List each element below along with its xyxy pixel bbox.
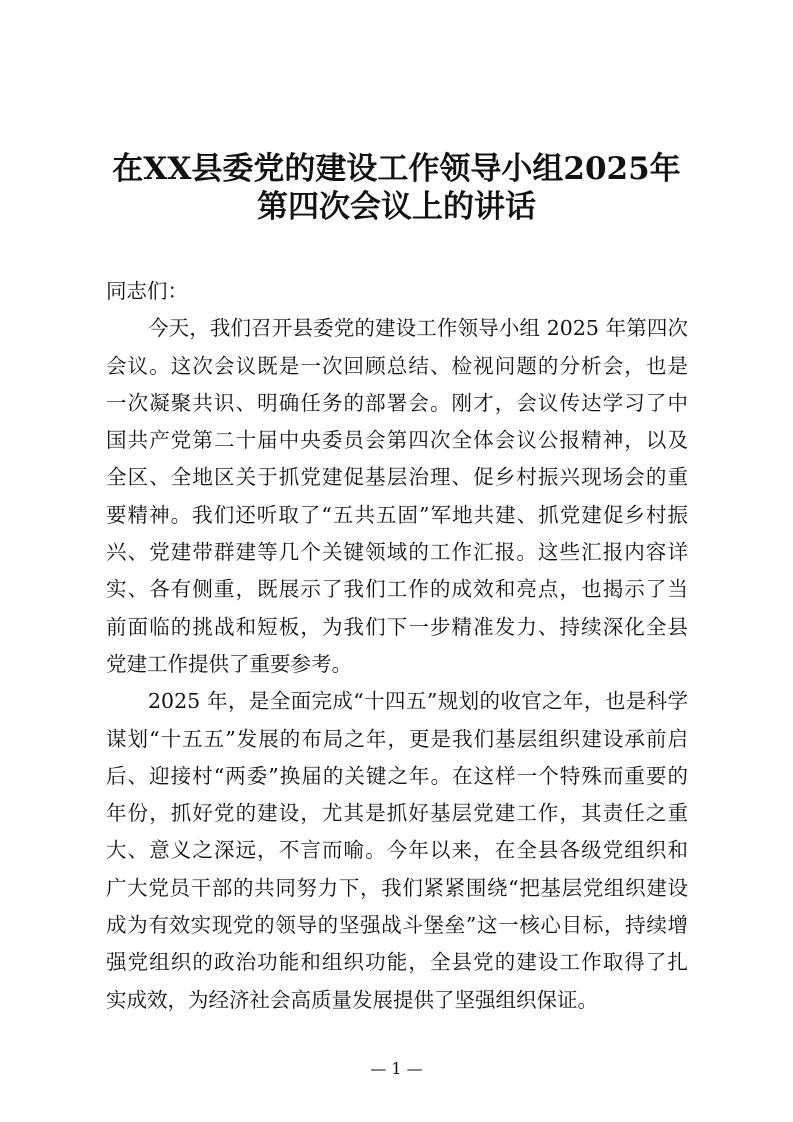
- paragraph-2-line: 强党组织的政治功能和组织功能，全县党的建设工作取得了扎: [106, 950, 688, 975]
- paragraph-2-line: 2025 年，是全面完成“十四五”规划的收官之年，也是科学: [148, 689, 688, 714]
- paragraph-2-line: 谋划“十五五”发展的布局之年，更是我们基层组织建设承前启: [106, 726, 688, 751]
- paragraph-2-line: 实成效，为经济社会高质量发展提供了坚强组织保证。: [106, 987, 598, 1012]
- paragraph-2-line: 大、意义之深远，不言而喻。今年以来，在全县各级党组织和: [106, 838, 688, 863]
- paragraph-2-line: 后、迎接村“两委”换届的关键之年。在这样一个特殊而重要的: [106, 763, 688, 788]
- paragraph-1-line: 全区、全地区关于抓党建促基层治理、促乡村振兴现场会的重: [106, 465, 688, 490]
- title-line-2: 第四次会议上的讲话: [257, 189, 536, 225]
- document-body: [106, 273, 688, 1019]
- paragraph-2-line: 年份，抓好党的建设，尤其是抓好基层党建工作，其责任之重: [106, 801, 688, 826]
- paragraph-1-line: 一次凝聚共识、明确任务的部署会。刚才，会议传达学习了中: [106, 390, 688, 415]
- paragraph-2-line: 成为有效实现党的领导的坚强战斗堡垒”这一核心目标，持续增: [106, 913, 688, 938]
- document-title: [0, 150, 793, 226]
- paragraph-1-line: 兴、党建带群建等几个关键领域的工作汇报。这些汇报内容详: [106, 540, 688, 565]
- paragraph-1-line: 党建工作提供了重要参考。: [106, 651, 352, 676]
- paragraph-2-line: 广大党员干部的共同努力下，我们紧紧围绕“把基层党组织建设: [106, 875, 688, 900]
- paragraph-1-line: 实、各有侧重，既展示了我们工作的成效和亮点，也揭示了当: [106, 577, 688, 602]
- title-line-1: 在XX县委党的建设工作领导小组2025年: [112, 151, 681, 187]
- paragraph-1-line: 会议。这次会议既是一次回顾总结、检视问题的分析会，也是: [106, 353, 688, 378]
- paragraph-1-line: 前面临的挑战和短板，为我们下一步精准发力、持续深化全县: [106, 614, 688, 639]
- paragraph-1-line: 要精神。我们还听取了“五共五固”军地共建、抓党建促乡村振: [106, 502, 688, 527]
- paragraph-1-line: 今天，我们召开县委党的建设工作领导小组 2025 年第四次: [148, 316, 688, 341]
- paragraph-1-line: 国共产党第二十届中央委员会第四次全体会议公报精神，以及: [106, 428, 688, 453]
- page-number: — 1 —: [370, 1059, 423, 1078]
- salutation: 同志们：: [106, 279, 188, 303]
